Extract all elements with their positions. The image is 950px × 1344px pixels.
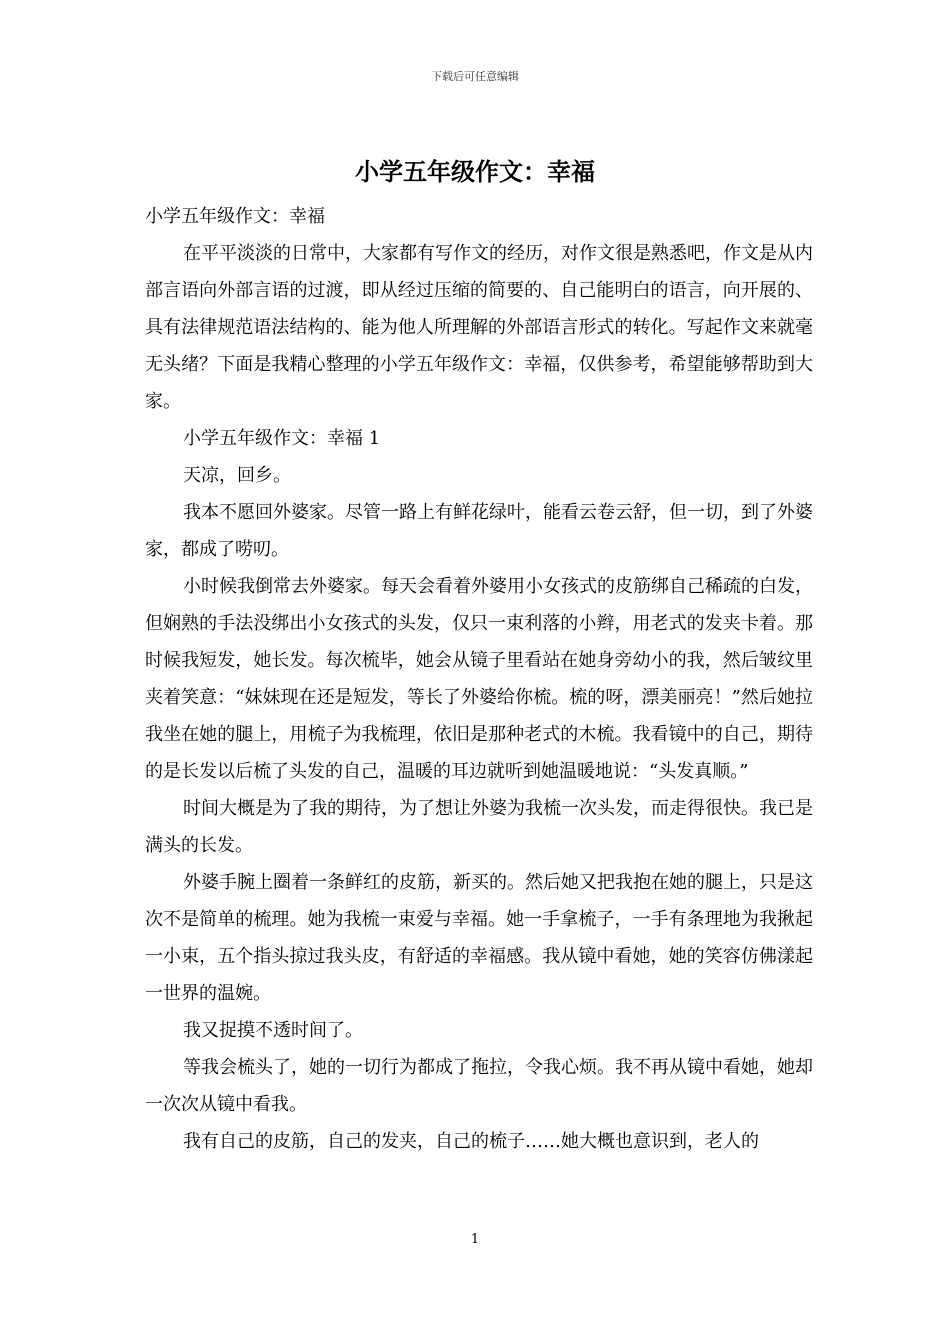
paragraph: 时间大概是为了我的期待，为了想让外婆为我梳一次头发，而走得很快。我已是满头的长发。 — [145, 798, 813, 856]
paragraph: 我又捉摸不透时间了。 — [183, 1020, 363, 1041]
paragraph: 外婆手腕上圈着一条鲜红的皮筋，新买的。然后她又把我抱在她的腿上，只是这次不是简单的梳理。她为我梳一束爱与幸福。她一手拿梳子，一手有条理地为我揪起一小束，五个指头掠过我头皮，有舒适的幸福感。我从镜中看她，她的笑容仿佛漾起一世界的温婉。 — [145, 872, 813, 1004]
document-title: 小学五年级作文：幸福 — [355, 158, 595, 186]
section-heading: 小学五年级作文：幸福 1 — [183, 428, 381, 449]
paragraph: 我本不愿回外婆家。尽管一路上有鲜花绿叶，能看云卷云舒，但一切，到了外婆家，都成了唠叨。 — [145, 502, 813, 560]
document-body — [145, 198, 813, 1160]
page-header: 下载后可任意编辑 — [431, 70, 519, 83]
paragraph: 天凉，回乡。 — [183, 465, 291, 486]
paragraph: 我有自己的皮筋，自己的发夹，自己的梳子……她大概也意识到，老人的 — [183, 1131, 759, 1152]
subtitle-line: 小学五年级作文：幸福 — [145, 206, 325, 227]
paragraph: 小时候我倒常去外婆家。每天会看着外婆用小女孩式的皮筋绑自己稀疏的白发，但娴熟的手法没绑出小女孩式的头发，仅只一束利落的小辫，用老式的发夹卡着。那时候我短发，她长发。每次梳毕，她会从镜子里看站在她身旁幼小的我，然后皱纹里夹着笑意：“妹妹现在还是短发，等长了外婆给你梳。梳的呀，漂美丽亮！”然后她拉我坐在她的腿上，用梳子为我梳理，依旧是那种老式的木梳。我看镜中的自己，期待的是长发以后梳了头发的自己，温暖的耳边就听到她温暖地说：“头发真顺。” — [145, 576, 813, 782]
paragraph: 在平平淡淡的日常中，大家都有写作文的经历，对作文很是熟悉吧，作文是从内部言语向外部言语的过渡，即从经过压缩的简要的、自己能明白的语言，向开展的、具有法律规范语法结构的、能为他人所理解的外部语言形式的转化。写起作文来就毫无头绪？下面是我精心整理的小学五年级作文：幸福，仅供参考，希望能够帮助到大家。 — [145, 243, 813, 412]
paragraph: 等我会梳头了，她的一切行为都成了拖拉，令我心烦。我不再从镜中看她，她却一次次从镜中看我。 — [145, 1057, 813, 1115]
page-number: 1 — [470, 1232, 480, 1247]
